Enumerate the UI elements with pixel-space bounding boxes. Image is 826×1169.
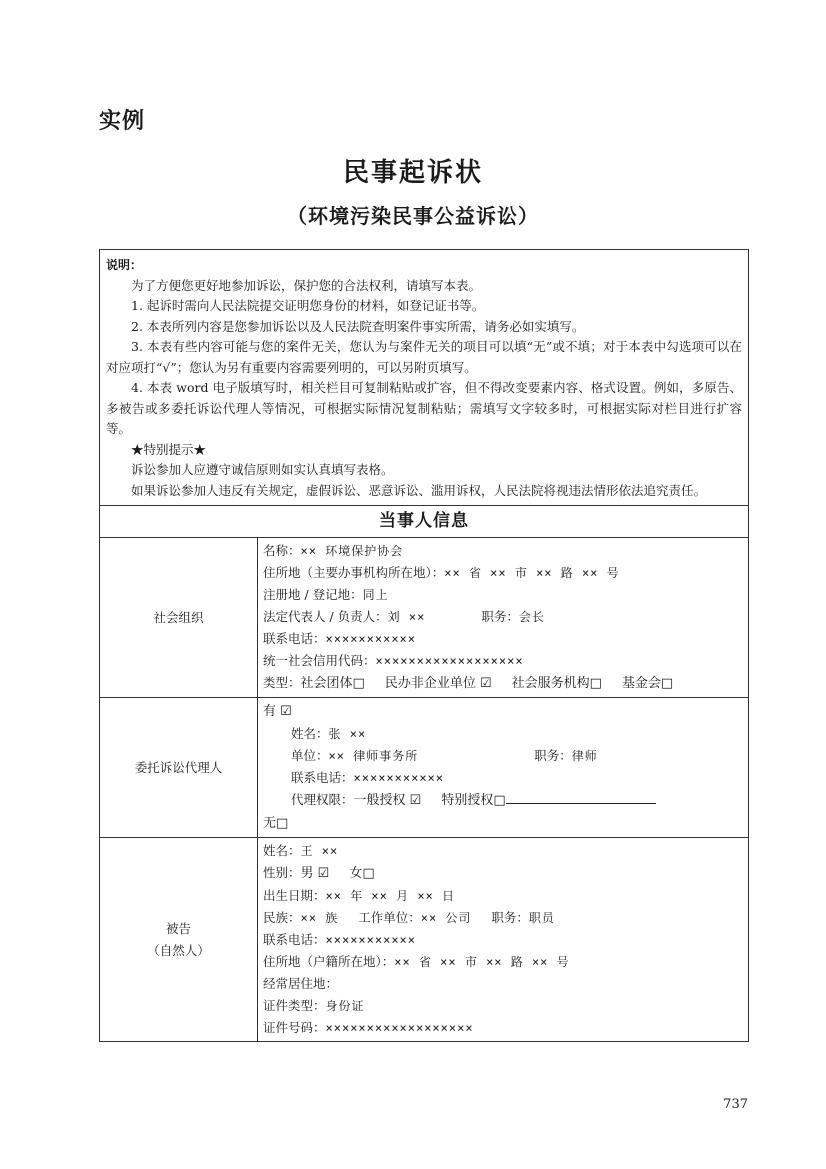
defendant-address-row <box>263 951 744 973</box>
agent-name-value: 张 ×× <box>328 727 367 741</box>
section-header-row <box>100 506 749 538</box>
complaint-form-table <box>99 249 749 1042</box>
page-number: 737 <box>723 1097 748 1112</box>
defendant-row <box>100 838 749 1042</box>
defendant-post-label: 职务： <box>491 910 529 925</box>
org-post-label: 职务： <box>481 609 519 624</box>
org-address-row <box>263 562 744 584</box>
notes-paragraph: 如果诉讼参加人违反有关规定，虚假诉讼、恶意诉讼、滥用诉权，人民法院将视违法情形依法追究责任。 <box>131 482 707 498</box>
agent-info <box>258 698 749 838</box>
agent-has-checkbox[interactable]: 有 ☑ <box>263 704 292 719</box>
org-type-option[interactable]: 民办非企业单位 ☑ <box>384 676 492 691</box>
defendant-label-line: 被告 <box>165 920 191 936</box>
org-phone-value: ××××××××××× <box>325 632 416 646</box>
agent-phone-value: ××××××××××× <box>353 771 444 785</box>
defendant-id-type-label: 证件类型： <box>263 998 326 1013</box>
defendant-id-type-value: 身份证 <box>325 999 365 1013</box>
org-registration-row <box>263 584 744 606</box>
document-subtitle: （环境污染民事公益诉讼） <box>287 204 539 228</box>
defendant-phone-row <box>263 929 744 951</box>
org-type-label: 类型： <box>263 675 301 690</box>
org-credit-code-row <box>263 650 744 672</box>
org-name-value: ×× 环境保护协会 <box>300 544 404 558</box>
org-credit-code-value: ×××××××××××××××××× <box>375 654 524 668</box>
org-type-option[interactable]: 基金会□ <box>621 676 674 691</box>
agent-post-label: 职务： <box>534 748 572 763</box>
org-representative-label: 法定代表人 / 负责人： <box>263 609 388 624</box>
defendant-post-value: 职员 <box>528 911 555 925</box>
agent-post-value: 律师 <box>571 749 598 763</box>
agent-name-label: 姓名： <box>291 726 329 741</box>
org-post-value: 会长 <box>518 610 545 624</box>
agent-unit-value: ×× 律师事务所 <box>328 749 419 763</box>
example-label: 实例 <box>99 109 146 134</box>
org-representative-row <box>263 606 744 628</box>
defendant-name-value: 王 ×× <box>300 844 339 858</box>
agent-has-row <box>263 700 744 723</box>
agent-unit-row <box>263 745 744 767</box>
defendant-residence-label: 经常居住地： <box>263 976 339 991</box>
agent-label: 委托诉讼代理人 <box>100 698 258 838</box>
defendant-name-row <box>263 840 744 862</box>
org-name-label: 名称： <box>263 543 301 558</box>
org-address-value: ×× 省 ×× 市 ×× 路 ×× 号 <box>444 566 620 580</box>
org-type-option[interactable]: 社会服务机构□ <box>511 676 602 691</box>
defendant-birth-row <box>263 885 744 907</box>
agent-phone-row <box>263 767 744 789</box>
org-type-row <box>263 672 744 695</box>
org-type-option[interactable]: 社会团体□ <box>300 676 365 691</box>
notes-paragraph: 2. 本表所列内容是您参加诉讼以及人民法院查明案件事实所需，请务必如实填写。 <box>131 318 585 334</box>
social-org-row <box>100 538 749 698</box>
org-representative-value: 刘 ×× <box>387 610 426 624</box>
defendant-ethnic-value: ×× 族 <box>300 911 339 925</box>
social-org-label: 社会组织 <box>100 538 258 698</box>
defendant-label <box>100 838 258 1042</box>
defendant-birth-value: ×× 年 ×× 月 ×× 日 <box>325 889 455 903</box>
defendant-id-number-row <box>263 1017 744 1039</box>
defendant-birth-label: 出生日期： <box>263 888 326 903</box>
notes-paragraph: 4. 本表 word 电子版填写时，相关栏目可复制粘贴或扩容，但不得改变要素内容、格式设置。例如，多原告、多被告或多委托诉讼代理人等情况，可根据实际情况复制粘贴；需填写文字较多时，可根据实际对栏目进行扩容等。 <box>106 380 742 436</box>
scope-special-checkbox[interactable]: 特别授权□ <box>441 793 506 808</box>
agent-phone-label: 联系电话： <box>291 770 354 785</box>
defendant-residence-row <box>263 973 744 995</box>
notes-paragraph: 3. 本表有些内容可能与您的案件无关，您认为与案件无关的项目可以填“无”或不填；对于本表中勾选项可以在对应项打“√”；您认为另有重要内容需要列明的，可以另附页填写。 <box>106 339 742 375</box>
defendant-id-type-row <box>263 995 744 1017</box>
gender-male-checkbox[interactable]: 男 ☑ <box>300 866 330 881</box>
defendant-ethnic-label: 民族： <box>263 910 301 925</box>
defendant-id-number-value: ×××××××××××××××××× <box>325 1021 474 1035</box>
org-phone-row <box>263 628 744 650</box>
defendant-gender-row <box>263 862 744 885</box>
notes-cell <box>100 250 749 506</box>
notes-paragraph: 1. 起诉时需向人民法院提交证明您身份的材料，如登记证书等。 <box>131 298 485 313</box>
special-notice-heading: ★特别提示★ <box>131 441 207 457</box>
gender-female-checkbox[interactable]: 女□ <box>349 866 375 881</box>
notes-row <box>100 250 749 506</box>
agent-name-row <box>263 723 744 745</box>
defendant-gender-label: 性别： <box>263 865 301 880</box>
org-registration-value: 同上 <box>362 588 389 602</box>
document-title: 民事起诉状 <box>342 158 483 188</box>
agent-row <box>100 698 749 838</box>
agent-scope-row <box>263 789 744 812</box>
agent-none-row <box>263 812 744 835</box>
defendant-id-number-label: 证件号码： <box>263 1020 326 1035</box>
agent-unit-label: 单位： <box>291 748 329 763</box>
defendant-label-line: （自然人） <box>147 942 210 958</box>
notes-paragraph: 诉讼参加人应遵守诚信原则如实认真填写表格。 <box>131 462 394 477</box>
defendant-name-label: 姓名： <box>263 843 301 858</box>
social-org-info <box>258 538 749 698</box>
org-address-label: 住所地（主要办事机构所在地）： <box>263 565 445 580</box>
defendant-ethnic-row <box>263 907 744 929</box>
org-phone-label: 联系电话： <box>263 631 326 646</box>
org-name-row <box>263 540 744 562</box>
defendant-work-label: 工作单位： <box>358 910 421 925</box>
party-info-header: 当事人信息 <box>100 506 749 538</box>
defendant-work-value: ×× 公司 <box>420 911 472 925</box>
defendant-phone-label: 联系电话： <box>263 932 326 947</box>
org-credit-code-label: 统一社会信用代码： <box>263 653 376 668</box>
defendant-info <box>258 838 749 1042</box>
agent-scope-label: 代理权限： <box>291 792 354 807</box>
defendant-address-label: 住所地（户籍所在地）： <box>263 954 395 969</box>
defendant-phone-value: ××××××××××× <box>325 933 416 947</box>
agent-none-checkbox[interactable]: 无□ <box>263 816 289 831</box>
defendant-address-value: ×× 省 ×× 市 ×× 路 ×× 号 <box>394 955 570 969</box>
scope-general-checkbox[interactable]: 一般授权 ☑ <box>353 793 422 808</box>
scope-special-blank[interactable] <box>506 791 656 804</box>
notes-paragraph: 为了方便您更好地参加诉讼，保护您的合法权利，请填写本表。 <box>131 277 482 293</box>
org-registration-label: 注册地 / 登记地： <box>263 587 363 602</box>
notes-heading: 说明： <box>106 258 143 272</box>
